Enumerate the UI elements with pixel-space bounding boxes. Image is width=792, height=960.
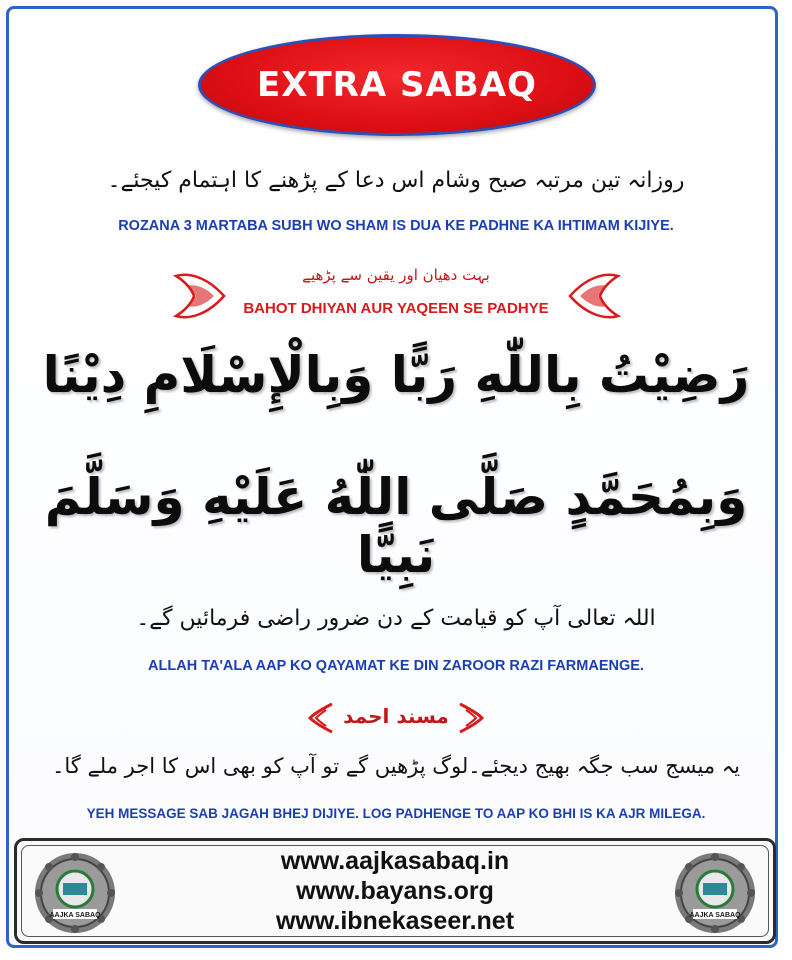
footer-panel <box>14 838 776 944</box>
intro-urdu: روزانہ تین مرتبہ صبح وشام اس دعا کے پڑھنے کا اہتمام کیجئے۔ <box>107 168 685 193</box>
dua-line-2: وَبِمُحَمَّدٍ صَلَّى اللّٰهُ عَلَيْهِ وَسَلَّمَ نَبِيًّا <box>44 468 748 584</box>
url-ibnekaseer[interactable]: www.ibnekaseer.net <box>275 907 515 935</box>
share-english: YEH MESSAGE SAB JAGAH BHEJ DIJIYE. LOG PADHENGE TO AAP KO BHI IS KA AJR MILEGA. <box>86 806 706 821</box>
intro-english: ROZANA 3 MARTABA SUBH WO SHAM IS DUA KE PADHNE KA IHTIMAM KIJIYE. <box>118 218 674 234</box>
left-seal-label: AAJKA SABAQ <box>49 912 101 919</box>
title-text: EXTRA SABAQ <box>257 65 537 105</box>
title-banner <box>198 34 596 136</box>
right-seal-label: AAJKA SABAQ <box>689 912 741 919</box>
focus-urdu: بہت دھیان اور یقین سے پڑھیے <box>302 266 490 284</box>
dua-line-1: رَضِيْتُ بِاللّٰهِ رَبًّا وَبِالْإِسْلَامِ دِيْنًا <box>42 346 750 404</box>
right-seal-icon <box>673 851 757 935</box>
reward-urdu: اللہ تعالی آپ کو قیامت کے دن ضرور راضی فرمائیں گے۔ <box>136 606 656 631</box>
reference-text: مسند احمد <box>343 704 449 728</box>
url-aajkasabaq[interactable]: www.aajkasabaq.in <box>280 847 510 875</box>
focus-english: BAHOT DHIYAN AUR YAQEEN SE PADHYE <box>243 300 549 317</box>
url-bayans[interactable]: www.bayans.org <box>296 877 494 905</box>
reward-english: ALLAH TA'ALA AAP KO QAYAMAT KE DIN ZAROOR RAZI FARMAENGE. <box>148 658 644 674</box>
share-urdu: یہ میسج سب جگہ بھیج دیجئے۔لوگ پڑھیں گے تو آپ کو بھی اس کا اجر ملے گا۔ <box>52 754 740 778</box>
